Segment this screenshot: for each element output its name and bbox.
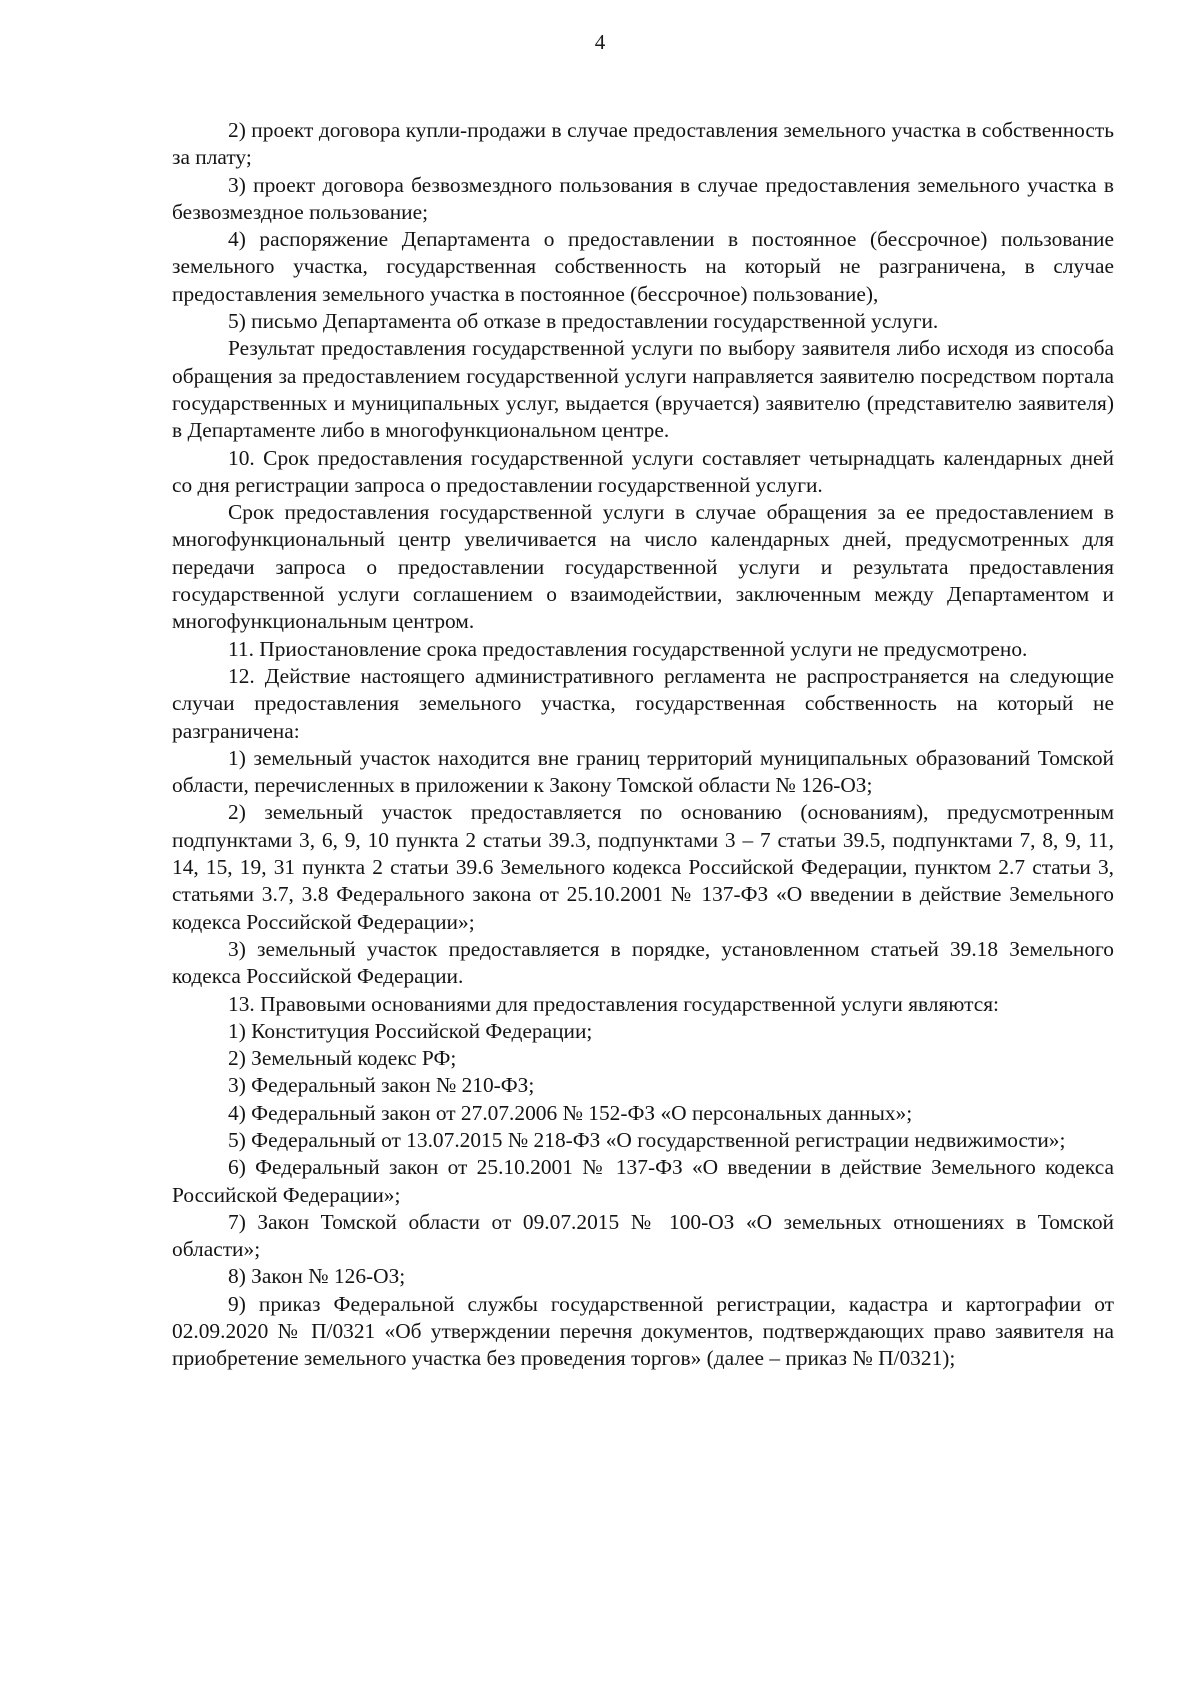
paragraph-scope-item-1: 1) земельный участок находится вне границ территорий муниципальных образований Томской области, перечисленных в приложении к Закону Томской области № 126-ОЗ; — [172, 745, 1114, 798]
paragraph-scope-item-2: 2) земельный участок предоставляется по основанию (основаниям), предусмотренным подпунктами 3, 6, 9, 10 пункта 2 статьи 39.3, подпунктами 3 – 7 статьи 39.5, подпунктами 7, 8, 9, 11, 14, 15, 19, 31 пункта 2 статьи 39.6 Земельного кодекса Российской Федерации, пунктом 2.7 статьи 3, статьями 3.7, 3.8 Федерального закона от 25.10.2001 № 137-ФЗ «О введении в действие Земельного кодекса Российской Федерации»; — [172, 800, 1114, 934]
paragraph-result-delivery: Результат предоставления государственной услуги по выбору заявителя либо исходя из способа обращения за предоставлением государственной услуги направляется заявителю посредством портала государственных и муниципальных услуг, выдается (вручается) заявителю (представителю заявителя) в Департаменте либо в многофункциональном центре. — [172, 336, 1114, 443]
paragraph-section-12-scope: 12. Действие настоящего административного регламента не распространяется на следующие случаи предоставления земельного участка, государственная собственность на который не разграничена: — [172, 663, 1114, 743]
paragraph-term-extension: Срок предоставления государственной услуги в случае обращения за ее предоставлением в многофункциональный центр увеличивается на число календарных дней, предусмотренных для передачи запроса о предоставлении государственной услуги и результата предоставления государственной услуги соглашением о взаимодействии, заключенным между Департаментом и многофункциональным центром. — [172, 500, 1114, 634]
paragraph-legal-basis-4: 4) Федеральный закон от 27.07.2006 № 152-ФЗ «О персональных данных»; — [228, 1100, 913, 1125]
paragraph-scope-item-3: 3) земельный участок предоставляется в порядке, установленном статьей 39.18 Земельного кодекса Российской Федерации. — [172, 936, 1114, 989]
paragraph-legal-basis-5: 5) Федеральный от 13.07.2015 № 218-ФЗ «О государственной регистрации недвижимости»; — [228, 1127, 1066, 1152]
paragraph-legal-basis-1: 1) Конституция Российской Федерации; — [228, 1018, 593, 1043]
paragraph-section-13-legal-basis: 13. Правовыми основаниями для предоставления государственной услуги являются: — [228, 991, 999, 1016]
paragraph-legal-basis-6: 6) Федеральный закон от 25.10.2001 № 137-ФЗ «О введении в действие Земельного кодекса Российской Федерации»; — [172, 1155, 1114, 1207]
page-number: 4 — [594, 30, 606, 54]
paragraph-legal-basis-2: 2) Земельный кодекс РФ; — [228, 1046, 457, 1071]
paragraph-legal-basis-8: 8) Закон № 126-ОЗ; — [228, 1264, 406, 1289]
paragraph-item-5-refusal-letter: 5) письмо Департамента об отказе в предоставлении государственной услуги. — [228, 309, 939, 334]
paragraph-item-4-department-order: 4) распоряжение Департамента о предоставлении в постоянное (бессрочное) пользование земельного участка, государственная собственность на который не разграничена, в случае предоставления земельного участка в постоянное (бессрочное) пользование), — [172, 227, 1114, 306]
paragraph-item-2-purchase-contract: 2) проект договора купли-продажи в случае предоставления земельного участка в собственность за плату; — [172, 118, 1114, 170]
paragraph-item-3-free-use-contract: 3) проект договора безвозмездного пользования в случае предоставления земельного участка в безвозмездное пользование; — [172, 172, 1114, 224]
document-body — [172, 117, 1114, 1373]
paragraph-section-10-term: 10. Срок предоставления государственной услуги составляет четырнадцать календарных дней со дня регистрации запроса о предоставлении государственной услуги. — [172, 445, 1114, 497]
paragraph-legal-basis-7: 7) Закон Томской области от 09.07.2015 № 100-ОЗ «О земельных отношениях в Томской области»; — [172, 1209, 1114, 1262]
paragraph-legal-basis-9: 9) приказ Федеральной службы государственной регистрации, кадастра и картографии от 02.09.2020 № П/0321 «Об утверждении перечня документов, подтверждающих право заявителя на приобретение земельного участка без проведения торгов» (далее – приказ № П/0321); — [172, 1291, 1114, 1371]
paragraph-section-11-suspension: 11. Приостановление срока предоставления государственной услуги не предусмотрено. — [228, 636, 1028, 661]
paragraph-legal-basis-3: 3) Федеральный закон № 210-ФЗ; — [228, 1073, 535, 1098]
